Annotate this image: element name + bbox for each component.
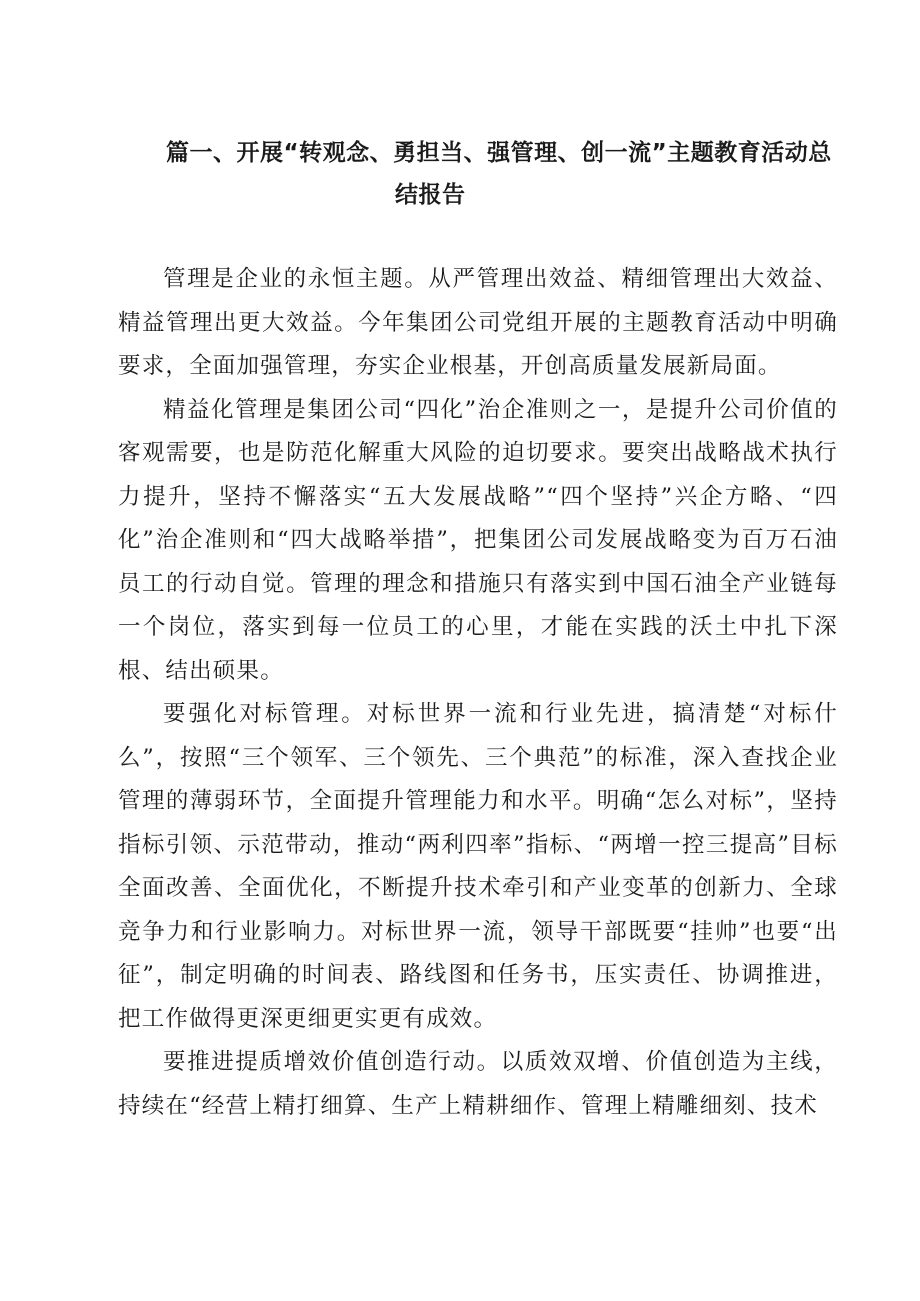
paragraph-1: 管理是企业的永恒主题。从严管理出效益、精细管理出大效益、精益管理出更大效益。今年集团公司党组开展的主题教育活动中明确要求，全面加强管理，夯实企业根基，开创高质量发展新局面。: [118, 266, 838, 379]
paragraph-2: 精益化管理是集团公司“四化”治企准则之一，是提升公司价值的客观需要，也是防范化解重大风险的迫切要求。要突出战略战术执行力提升，坚持不懈落实“五大发展战略”“四个坚持”兴企方略、“四化”治企准则和“四大战略举措”，把集团公司发展战略变为百万石油员工的行动自觉。管理的理念和措施只有落实到中国石油全产业链每一个岗位，落实到每一位员工的心里，才能在实践的沃土中扎下深根、结出硕果。: [118, 396, 838, 684]
title-line-2: 结报告: [395, 182, 466, 208]
document-body: [118, 258, 838, 1128]
title-line-1: 篇一、开展“转观念、勇担当、强管理、创一流”主题教育活动总: [166, 140, 832, 166]
document-title: [120, 132, 880, 216]
paragraph-4: 要推进提质增效价值创造行动。以质效双增、价值创造为主线，持续在“经营上精打细算、生产上精耕细作、管理上精雕细刻、技术: [118, 1049, 838, 1119]
paragraph-3: 要强化对标管理。对标世界一流和行业先进，搞清楚“对标什么”，按照“三个领军、三个领先、三个典范”的标准，深入查找企业管理的薄弱环节，全面提升管理能力和水平。明确“怎么对标”，坚持指标引领、示范带动，推动“两利四率”指标、“两增一控三提高”目标全面改善、全面优化，不断提升技术牵引和产业变革的创新力、全球竞争力和行业影响力。对标世界一流，领导干部既要“挂帅”也要“出征”，制定明确的时间表、路线图和任务书，压实责任、协调推进，把工作做得更深更细更实更有成效。: [118, 701, 838, 1032]
